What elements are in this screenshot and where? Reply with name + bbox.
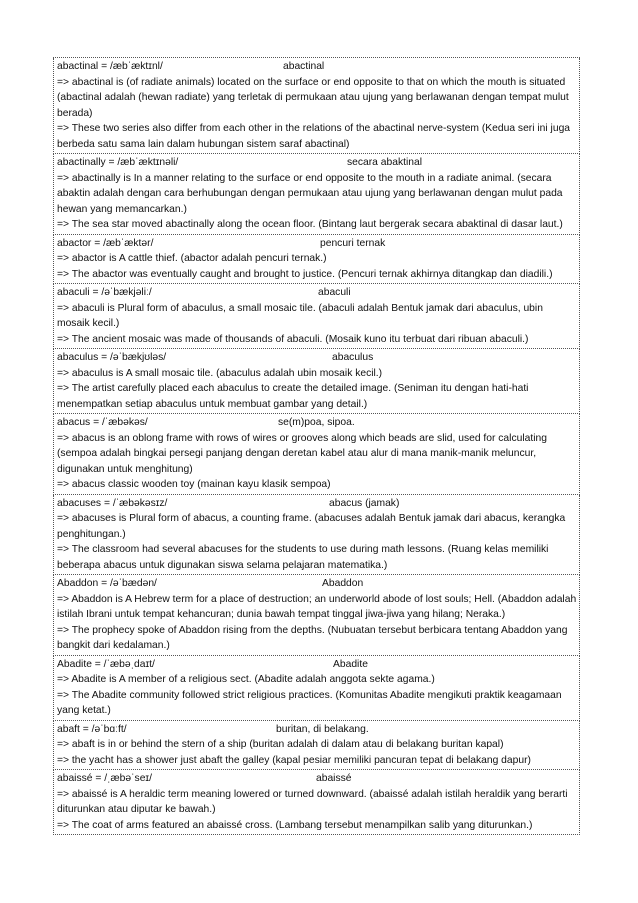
- example-line: => The prophecy spoke of Abaddon rising from the depths. (Nubuatan tersebut berbicara tentang Abaddon yang bangkit dari kedalaman.): [57, 624, 568, 651]
- translation: abactinal: [283, 61, 325, 72]
- entry-header: [57, 155, 577, 171]
- entry-header: [57, 350, 577, 366]
- entry-header: [57, 771, 577, 787]
- example-line: => The sea star moved abactinally along the ocean floor. (Bintang laut bergerak secara abaktinal di dasar laut.): [57, 219, 563, 230]
- headword: abaissé = /ˌæbəˈseɪ/: [57, 773, 152, 784]
- entry-list: [53, 57, 580, 835]
- example-line: => The classroom had several abacuses for the students to use during math lessons. (Ruang kelas memiliki beberapa abacus untuk digunakan siswa selama pelajaran matematika.): [57, 544, 549, 571]
- definition-line: => abacus is an oblong frame with rows of wires or grooves along which beads are slid, used for calculating (sempoa adalah bingkai persegi panjang dengan deretan kabel atau alur di mana manik-manik meluncur, digunakan untuk menghitung): [57, 432, 547, 475]
- example-line: => The Abadite community followed strict religious practices. (Komunitas Abadite mengikuti praktik keagamaan yang ketat.): [57, 689, 562, 716]
- example-line: => The abactor was eventually caught and brought to justice. (Pencuri ternak akhirnya ditangkap dan diadili.): [57, 268, 553, 280]
- definition-line: => Abaddon is A Hebrew term for a place of destruction; an underworld abode of lost souls; Hell. (Abaddon adalah istilah Ibrani untuk tempat kehancuran; dunia bawah tempat tinggal jiwa-jiwa yang hilang; Neraka.): [57, 593, 577, 620]
- headword: Abaddon = /əˈbædən/: [57, 578, 157, 589]
- definition-line: => abaft is in or behind the stern of a ship (buritan adalah di dalam atau di belakang buritan kapal): [57, 739, 504, 750]
- dictionary-entry: [53, 235, 580, 285]
- translation: abaculi: [318, 287, 351, 298]
- example-line: => These two series also differ from each other in the relations of the abactinal nerve-system (Kedua seri ini juga berbeda satu sama lain dalam hubungan sistem saraf abactinal): [57, 123, 571, 150]
- definition-line: => abactinal is (of radiate animals) located on the surface or end opposite to that on which the mouth is situated (abactinal adalah (hewan radiate) yang terletak di permukaan atau ujung yang berlawanan dengan tempat mulut berada): [57, 76, 569, 119]
- translation: pencuri ternak: [320, 237, 386, 249]
- entry-header: [57, 576, 577, 592]
- definition-line: => abactinally is In a manner relating to the surface or end opposite to the mouth in a radiate animal. (secara abaktin adalah dengan cara berhubungan dengan permukaan atau ujung yang berlawanan dengan mulut pada hewan yang memancarkan.): [57, 172, 563, 215]
- translation: abacus (jamak): [329, 497, 400, 509]
- headword: abaculus = /əˈbækjʊləs/: [57, 352, 167, 363]
- dictionary-entry: [53, 58, 580, 154]
- headword: abaft = /əˈbɑːft/: [57, 723, 127, 735]
- translation: Abadite: [333, 658, 368, 670]
- dictionary-entry: [53, 656, 580, 721]
- definition-line: => abaissé is A heraldic term meaning lowered or turned downward. (abaissé adalah istilah heraldik yang berarti diturunkan atau diputar ke bawah.): [57, 788, 568, 815]
- entry-header: [57, 59, 577, 75]
- translation: Abaddon: [322, 578, 364, 589]
- definition-line: => abaculi is Plural form of abaculus, a small mosaic tile. (abaculi adalah Bentuk jamak dari abaculus, ubin mosaik kecil.): [57, 302, 543, 329]
- headword: Abadite = /ˈæbəˌdaɪt/: [57, 658, 155, 670]
- translation: abaissé: [316, 773, 352, 784]
- definition-line: => Abadite is A member of a religious sect. (Abadite adalah anggota sekte agama.): [57, 674, 435, 685]
- dictionary-entry: [53, 154, 580, 235]
- headword: abacuses = /ˈæbəkəsɪz/: [57, 497, 168, 509]
- definition-line: => abacuses is Plural form of abacus, a counting frame. (abacuses adalah Bentuk jamak dari abacus, kerangka penghitungan.): [57, 513, 566, 540]
- entry-header: [57, 722, 577, 738]
- translation: buritan, di belakang.: [276, 723, 369, 735]
- example-line: => The artist carefully placed each abaculus to create the detailed image. (Seniman itu dengan hati-hati menempatkan setiap abaculus untuk membuat gambar yang detail.): [57, 383, 529, 410]
- dictionary-entry: [53, 284, 580, 349]
- dictionary-entry: [53, 575, 580, 656]
- entry-header: [57, 285, 577, 301]
- headword: abactor = /æbˈæktər/: [57, 237, 154, 249]
- example-line: => The coat of arms featured an abaissé cross. (Lambang tersebut menampilkan salib yang diturunkan.): [57, 819, 533, 831]
- headword: abactinal = /æbˈæktɪnl/: [57, 61, 163, 72]
- translation: abaculus: [332, 352, 374, 363]
- example-line: => the yacht has a shower just abaft the galley (kapal pesiar memiliki pancuran tepat di belakang dapur): [57, 754, 531, 766]
- headword: abactinally = /æbˈæktɪnəli/: [57, 157, 179, 168]
- entry-header: [57, 657, 577, 673]
- definition-line: => abactor is A cattle thief. (abactor adalah pencuri ternak.): [57, 253, 327, 264]
- entry-header: [57, 496, 577, 512]
- headword: abaculi = /əˈbækjəliː/: [57, 287, 152, 298]
- translation: secara abaktinal: [347, 157, 422, 168]
- example-line: => abacus classic wooden toy (mainan kayu klasik sempoa): [57, 479, 331, 490]
- dictionary-entry: [53, 349, 580, 414]
- entry-header: [57, 236, 577, 252]
- example-line: => The ancient mosaic was made of thousands of abaculi. (Mosaik kuno itu terbuat dari ribuan abaculi.): [57, 333, 529, 345]
- dictionary-entry: [53, 495, 580, 576]
- dictionary-entry: [53, 721, 580, 771]
- definition-line: => abaculus is A small mosaic tile. (abaculus adalah ubin mosaik kecil.): [57, 367, 383, 379]
- dictionary-entry: [53, 770, 580, 835]
- translation: se(m)poa, sipoa.: [278, 417, 355, 428]
- dictionary-entry: [53, 414, 580, 495]
- headword: abacus = /ˈæbəkəs/: [57, 417, 148, 428]
- entry-header: [57, 415, 577, 431]
